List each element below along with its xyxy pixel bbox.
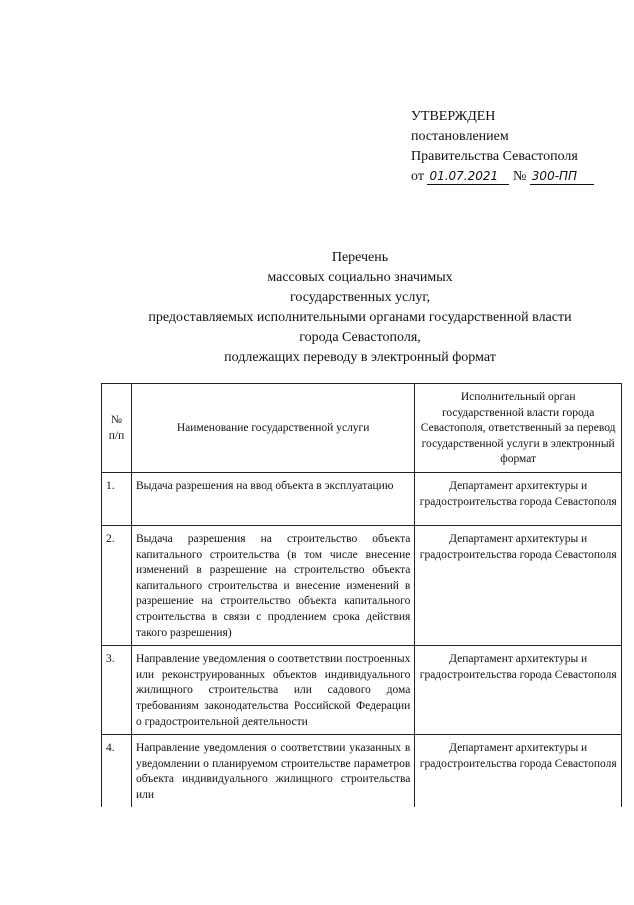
- header-service: Наименование государственной услуги: [131, 384, 414, 473]
- document-title: [100, 248, 620, 368]
- approval-line-1: постановлением: [411, 129, 509, 144]
- row-num: 3.: [102, 646, 132, 735]
- header-num: № п/п: [102, 384, 132, 473]
- row-service: Выдача разрешения на строительство объекта капитального строительства (в том числе внесение изменений в разрешение на строительство объекта капитального строительства и внесение изменений в разрешение на строительство объекта капитального строительства в связи с продлением срока действия такого разрешения): [131, 525, 414, 645]
- table-row: [102, 646, 622, 735]
- row-service: Направление уведомления о соответствии построенных или реконструированных объектов индивидуального жилищного строительства или садового дома требованиям законодательства Российской Федерации о градостроительной деятельности: [131, 646, 414, 735]
- header-authority: Исполнительный орган государственной власти города Севастополя, ответственный за перевод государственной услуги в электронный формат: [415, 384, 622, 473]
- approval-line-2: Правительства Севастополя: [411, 149, 578, 164]
- services-table: [101, 383, 622, 807]
- approval-number-label: №: [512, 169, 527, 184]
- row-num: 2.: [102, 525, 132, 645]
- row-authority: Департамент архитектуры и градостроительства города Севастополя: [415, 472, 622, 525]
- approval-number: 300-ПП: [530, 168, 594, 185]
- title-line-4: предоставляемых исполнительными органами государственной власти: [148, 310, 572, 325]
- row-authority: Департамент архитектуры и градостроительства города Севастополя: [415, 646, 622, 735]
- row-authority: Департамент архитектуры и градостроительства города Севастополя: [415, 525, 622, 645]
- row-service: Направление уведомления о соответствии указанных в уведомлении о планируемом строительстве параметров объекта индивидуального жилищного строительства или: [131, 735, 414, 808]
- approval-date-line: [411, 167, 594, 187]
- approval-from-label: от: [411, 169, 424, 184]
- table-row: [102, 472, 622, 525]
- table-row: [102, 525, 622, 645]
- table-row: [102, 735, 622, 808]
- title-line-6: подлежащих переводу в электронный формат: [224, 350, 496, 365]
- approval-date: 01.07.2021: [427, 168, 509, 185]
- row-authority: Департамент архитектуры и градостроительства города Севастополя: [415, 735, 622, 808]
- title-line-5: города Севастополя,: [299, 330, 421, 345]
- row-service: Выдача разрешения на ввод объекта в эксплуатацию: [131, 472, 414, 525]
- row-num: 4.: [102, 735, 132, 808]
- approval-stamp: [411, 107, 594, 187]
- title-line-3: государственных услуг,: [289, 290, 431, 305]
- title-line-1: Перечень: [331, 250, 389, 265]
- title-line-2: массовых социально значимых: [267, 270, 453, 285]
- row-num: 1.: [102, 472, 132, 525]
- approval-heading: УТВЕРЖДЕН: [411, 109, 496, 124]
- table-header-row: [102, 384, 622, 473]
